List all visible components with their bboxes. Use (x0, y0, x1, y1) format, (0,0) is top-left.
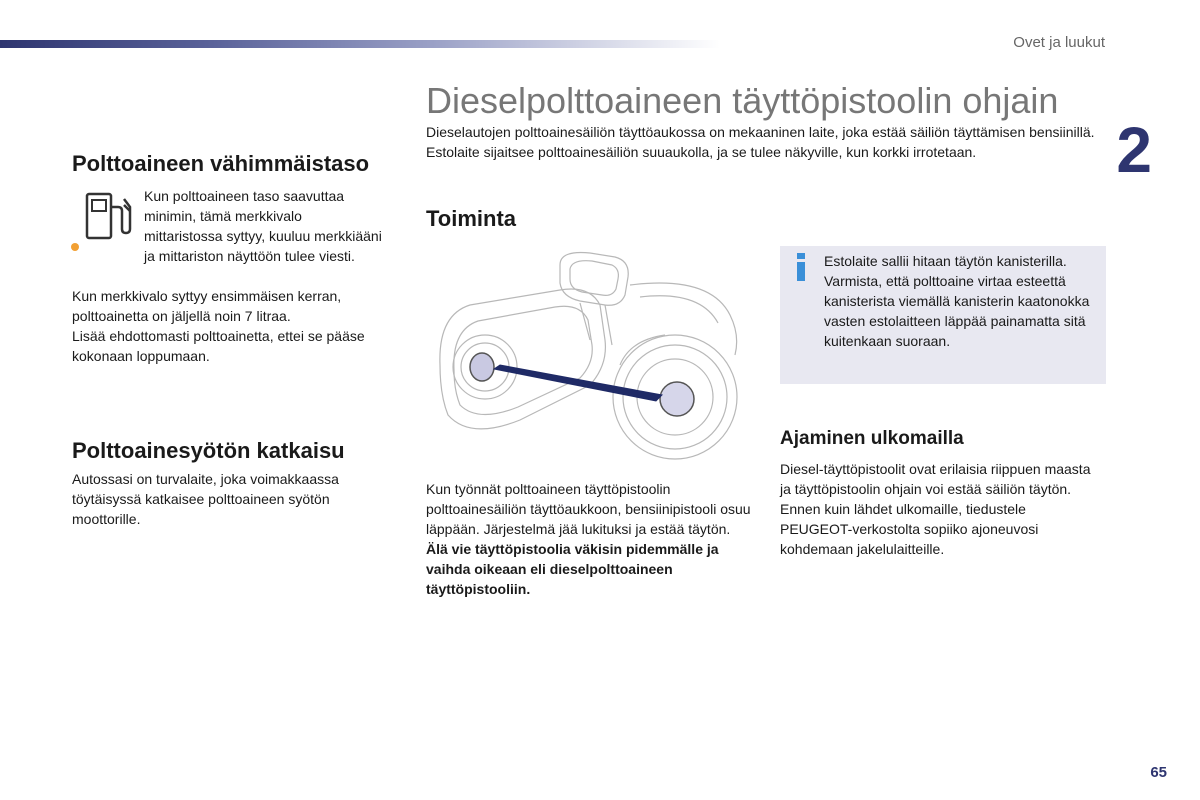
section-label: Ovet ja luukut (1013, 34, 1105, 51)
min-level-icon-text: Kun polttoaineen taso saavuttaa minimin, tämä merkkivalo mittaristossa syttyy, kuuluu merkkiääni ja mittariston näyttöön tulee viesti. (144, 188, 382, 264)
info-box-text: Estolaite sallii hitaan täytön kanisterilla. Varmista, että polttoaine virtaa esteettä kanisterista viemällä kanisterin kaatonokka vasten estolaitteen läppää painamatta sitä kuitenkaan suoraan. (824, 253, 1090, 349)
intro-text (426, 122, 1126, 162)
function-text (426, 479, 756, 599)
page-title: Dieselpolttoaineen täyttöpistoolin ohjain (426, 80, 1059, 121)
intro-line-2: Estolaite sijaitsee polttoainesäiliön suuaukolla, ja se tulee näkyville, kun korkki irrotetaan. (426, 144, 977, 160)
chapter-number: 2 (1116, 114, 1152, 186)
function-description: Kun työnnät polttoaineen täyttöpistoolin polttoainesäiliön täyttöaukkoon, bensiinipistooli osuu läppään. Järjestelmä jää lukituksi ja estää täytön. (426, 481, 751, 537)
min-level-heading: Polttoaineen vähimmäistaso (72, 151, 370, 176)
header-gradient-bar (0, 40, 720, 48)
abroad-text-line-1: Diesel-täyttöpistoolit ovat erilaisia riippuen maasta ja täyttöpistoolin ohjain voi estää säiliön täytön. (780, 461, 1091, 497)
abroad-heading: Ajaminen ulkomailla (780, 428, 964, 449)
function-warning: Älä vie täyttöpistoolia väkisin pidemmälle ja vaihda oikeaan eli dieselpolttoaineen täyttöpistooliin. (426, 541, 719, 597)
warning-indicator-dot (71, 243, 79, 251)
fuel-cutoff-text: Autossasi on turvalaite, joka voimakkaassa töytäisyssä katkaisee polttoaineen syötön moottorille. (72, 471, 339, 527)
fuel-cutoff-heading: Polttoainesyötön katkaisu (72, 438, 345, 463)
min-level-text-line-2: Lisää ehdottomasti polttoainetta, ettei se pääse kokonaan loppumaan. (72, 328, 365, 364)
abroad-text-line-2: Ennen kuin lähdet ulkomaille, tiedustele PEUGEOT-verkostolta sopiiko ajoneuvosi kohdemaan jakelulaitteille. (780, 501, 1039, 557)
abroad-text (780, 459, 1100, 559)
min-level-text (72, 286, 402, 366)
fuel-pump-icon (84, 191, 134, 241)
page-number: 65 (1150, 764, 1167, 781)
function-heading: Toiminta (426, 206, 517, 231)
intro-line-1: Dieselautojen polttoainesäiliön täyttöaukossa on mekaaninen laite, joka estää säiliön täyttämisen bensiinillä. (426, 124, 1095, 140)
fuel-filler-illustration (430, 245, 760, 460)
info-icon (794, 252, 808, 282)
min-level-text-line-1: Kun merkkivalo syttyy ensimmäisen kerran, polttoainetta on jäljellä noin 7 litraa. (72, 288, 342, 324)
